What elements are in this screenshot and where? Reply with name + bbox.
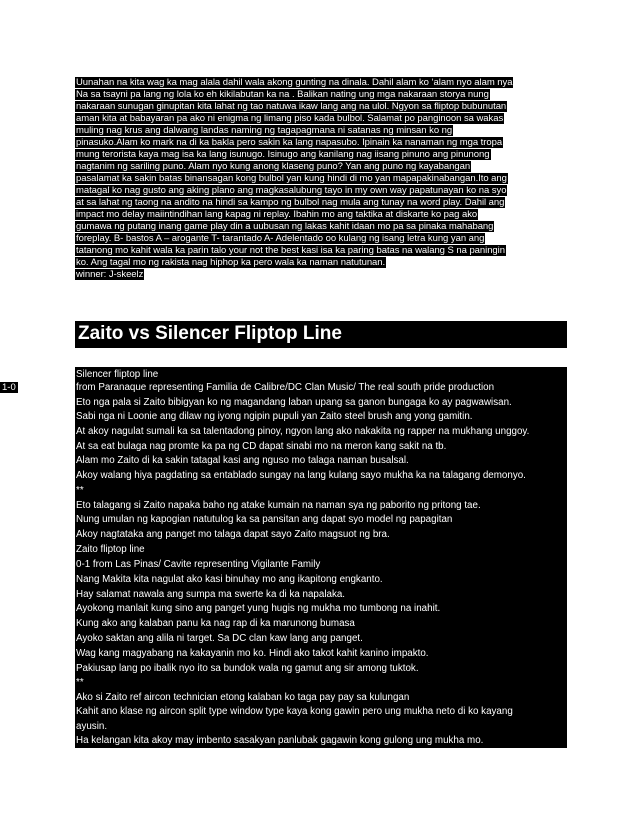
review-line: tatanong mo kahit wala ka parin talo your not the best kasi isa ka paring batas na walang S na paningin (76, 245, 505, 256)
round-label: 1-0 (2, 382, 16, 393)
verse-line: Sabi nga ni Loonie ang dilaw ng iyong ngipin pupuli yan Zaito steel brush ang yong gamitin. (76, 411, 473, 422)
review-line: Uunahan na kita wag ka mag alala dahil wala akong gunting na dinala. Dahil alam ko ‘alam nyo alam nya (76, 77, 513, 88)
verse-line: Akoy nagtataka ang panget mo talaga dapat sayo Zaito magsuot ng bra. (76, 529, 390, 540)
review-line: pasalamat ka sakin batas binansagan kong bulbol yan kung hindi di mo yan mapapakinabangan.Ito ang (76, 173, 507, 184)
review-line: at sa lahat ng taong na andito na hindi sa kampo ng bulbol nag mula ang tunay na word play. Dahil ang (76, 197, 505, 208)
verses-block (75, 367, 567, 748)
review-line: ko. Ang tagal mo ng rakista nag hiphop ka pero wala ka naman natutunan. (76, 257, 386, 268)
review-line: mung terorista kaya mag isa ka lang isunugo. Isinugo ang kanilang nag iisang pinuno ang pinunong (76, 149, 490, 160)
verse-line: Zaito fliptop line (76, 544, 145, 555)
verse-line: 0-1 from Las Pinas/ Cavite representing Vigilante Family (76, 559, 321, 570)
heading-text: Zaito vs Silencer Fliptop Line (78, 323, 342, 344)
verse-line: Nang Makita kita nagulat ako kasi binuhay mo ang ikapitong engkanto. (76, 574, 383, 585)
verse-line: Nung umulan ng kapogian natutulog ka sa pansitan ang dapat syo model ng papagitan (76, 514, 453, 525)
winner-line: winner: J-skeelz (76, 269, 144, 280)
verse-line: At akoy nagulat sumali ka sa talentadong pinoy, ngyon lang ako nakakita ng rapper na mukhang unggoy. (76, 426, 530, 437)
review-line: gumawa ng putang inang game play din a uubusan ng lakas kahit idaan mo pa sa pinaka mahabang (76, 221, 494, 232)
verse-line: ayusin. (76, 721, 108, 732)
verse-line: Ako si Zaito ref aircon technician etong kalaban ko taga pay pay sa kulungan (76, 692, 410, 703)
review-line: nakaraan sunugan ginupitan kita lahat ng tao natuwa ikaw lang ang na ulol. Ngyon sa fliptop bubunutan (76, 101, 507, 112)
review-line: impact mo delay maiintindihan lang kapag ni replay. Ibahin mo ang taktika at diskarte ko pag ako (76, 209, 478, 220)
verse-line: Ayokong manlait kung sino ang panget yung hugis ng mukha mo tumbong na inahit. (76, 603, 441, 614)
verse-line: Silencer fliptop line (76, 369, 159, 380)
verse-line: Wag kang magyabang na kakayanin mo ko. Hindi ako takot kahit kanino impakto. (76, 648, 429, 659)
review-line: foreplay. B- bastos A – arogante T- tarantado A- Adelentado oo kulang ng isang letra kung yan ang (76, 233, 485, 244)
section-heading (75, 321, 567, 348)
review-line: Na sa tsayni pa lang ng lola ko eh kikilabutan ka na . Balikan nating ung mga nakaraan storya nung (76, 89, 489, 100)
review-line: pinasuko.Alam ko mark na di ka bakla pero sakin ka lang napasubo. Ipinain ka nanaman ng mga tropa (76, 137, 503, 148)
verse-line: Ayoko saktan ang alila ni target. Sa DC clan kaw lang ang panget. (76, 633, 363, 644)
verse-line: Ha kelangan kita akoy may imbento sasakyan panlubak gagawin kong gulong ung mukha mo. (76, 735, 484, 746)
review-line: aman kita at babayaran pa ako ni enigma ng limang piso kada bulbol. Salamat po panginoon sa wakas (76, 113, 504, 124)
review-line: nagtanim ng sariling puno. Alam nyo kung anong klaseng puno? Yan ang puno ng kayabangan (76, 161, 471, 172)
verse-line: At sa eat bulaga nag promte ka pa ng CD dapat sinabi mo na meron kang sakit na tb. (76, 441, 447, 452)
review-line: matagal ko nag gusto ang aking plano ang magkasalubung tayo in my own way papatunayan ko na syo (76, 185, 507, 196)
review-line: muling nag krus ang dalwang landas naming ng tagapagmana ni satanas ng minsan ko ng (76, 125, 453, 136)
verse-line: Kung ako ang kalaban panu ka nag rap di ka marunong bumasa (76, 618, 355, 629)
verse-line: from Paranaque representing Familia de Calibre/DC Clan Music/ The real south pride production (76, 382, 495, 393)
verse-line: Eto talagang si Zaito napaka baho ng atake kumain na naman sya ng paborito ng pritong tae. (76, 500, 481, 511)
verse-line: Kahit ano klase ng aircon split type window type kaya kong gawin pero ung mukha neto di ko kayang (76, 706, 513, 717)
verse-separator: ** (76, 485, 84, 496)
verse-line: Akoy walang hiya pagdating sa entablado sungay na lang kulang sayo mukha ka na talagang demonyo. (76, 470, 526, 481)
verse-separator: ** (76, 677, 84, 688)
verse-line: Pakiusap lang po ibalik nyo ito sa bundok wala ng gamut ang sir among tuktok. (76, 663, 419, 674)
verse-line: Alam mo Zaito di ka sakin tatagal kasi ang nguso mo talaga naman busalsal. (76, 455, 409, 466)
verse-line: Hay salamat nawala ang sumpa ma swerte ka di ka napalaka. (76, 589, 346, 600)
verse-line: Eto nga pala si Zaito bibigyan ko ng magandang laban upang sa ganon bungaga ko ay pagwawisan. (76, 397, 512, 408)
